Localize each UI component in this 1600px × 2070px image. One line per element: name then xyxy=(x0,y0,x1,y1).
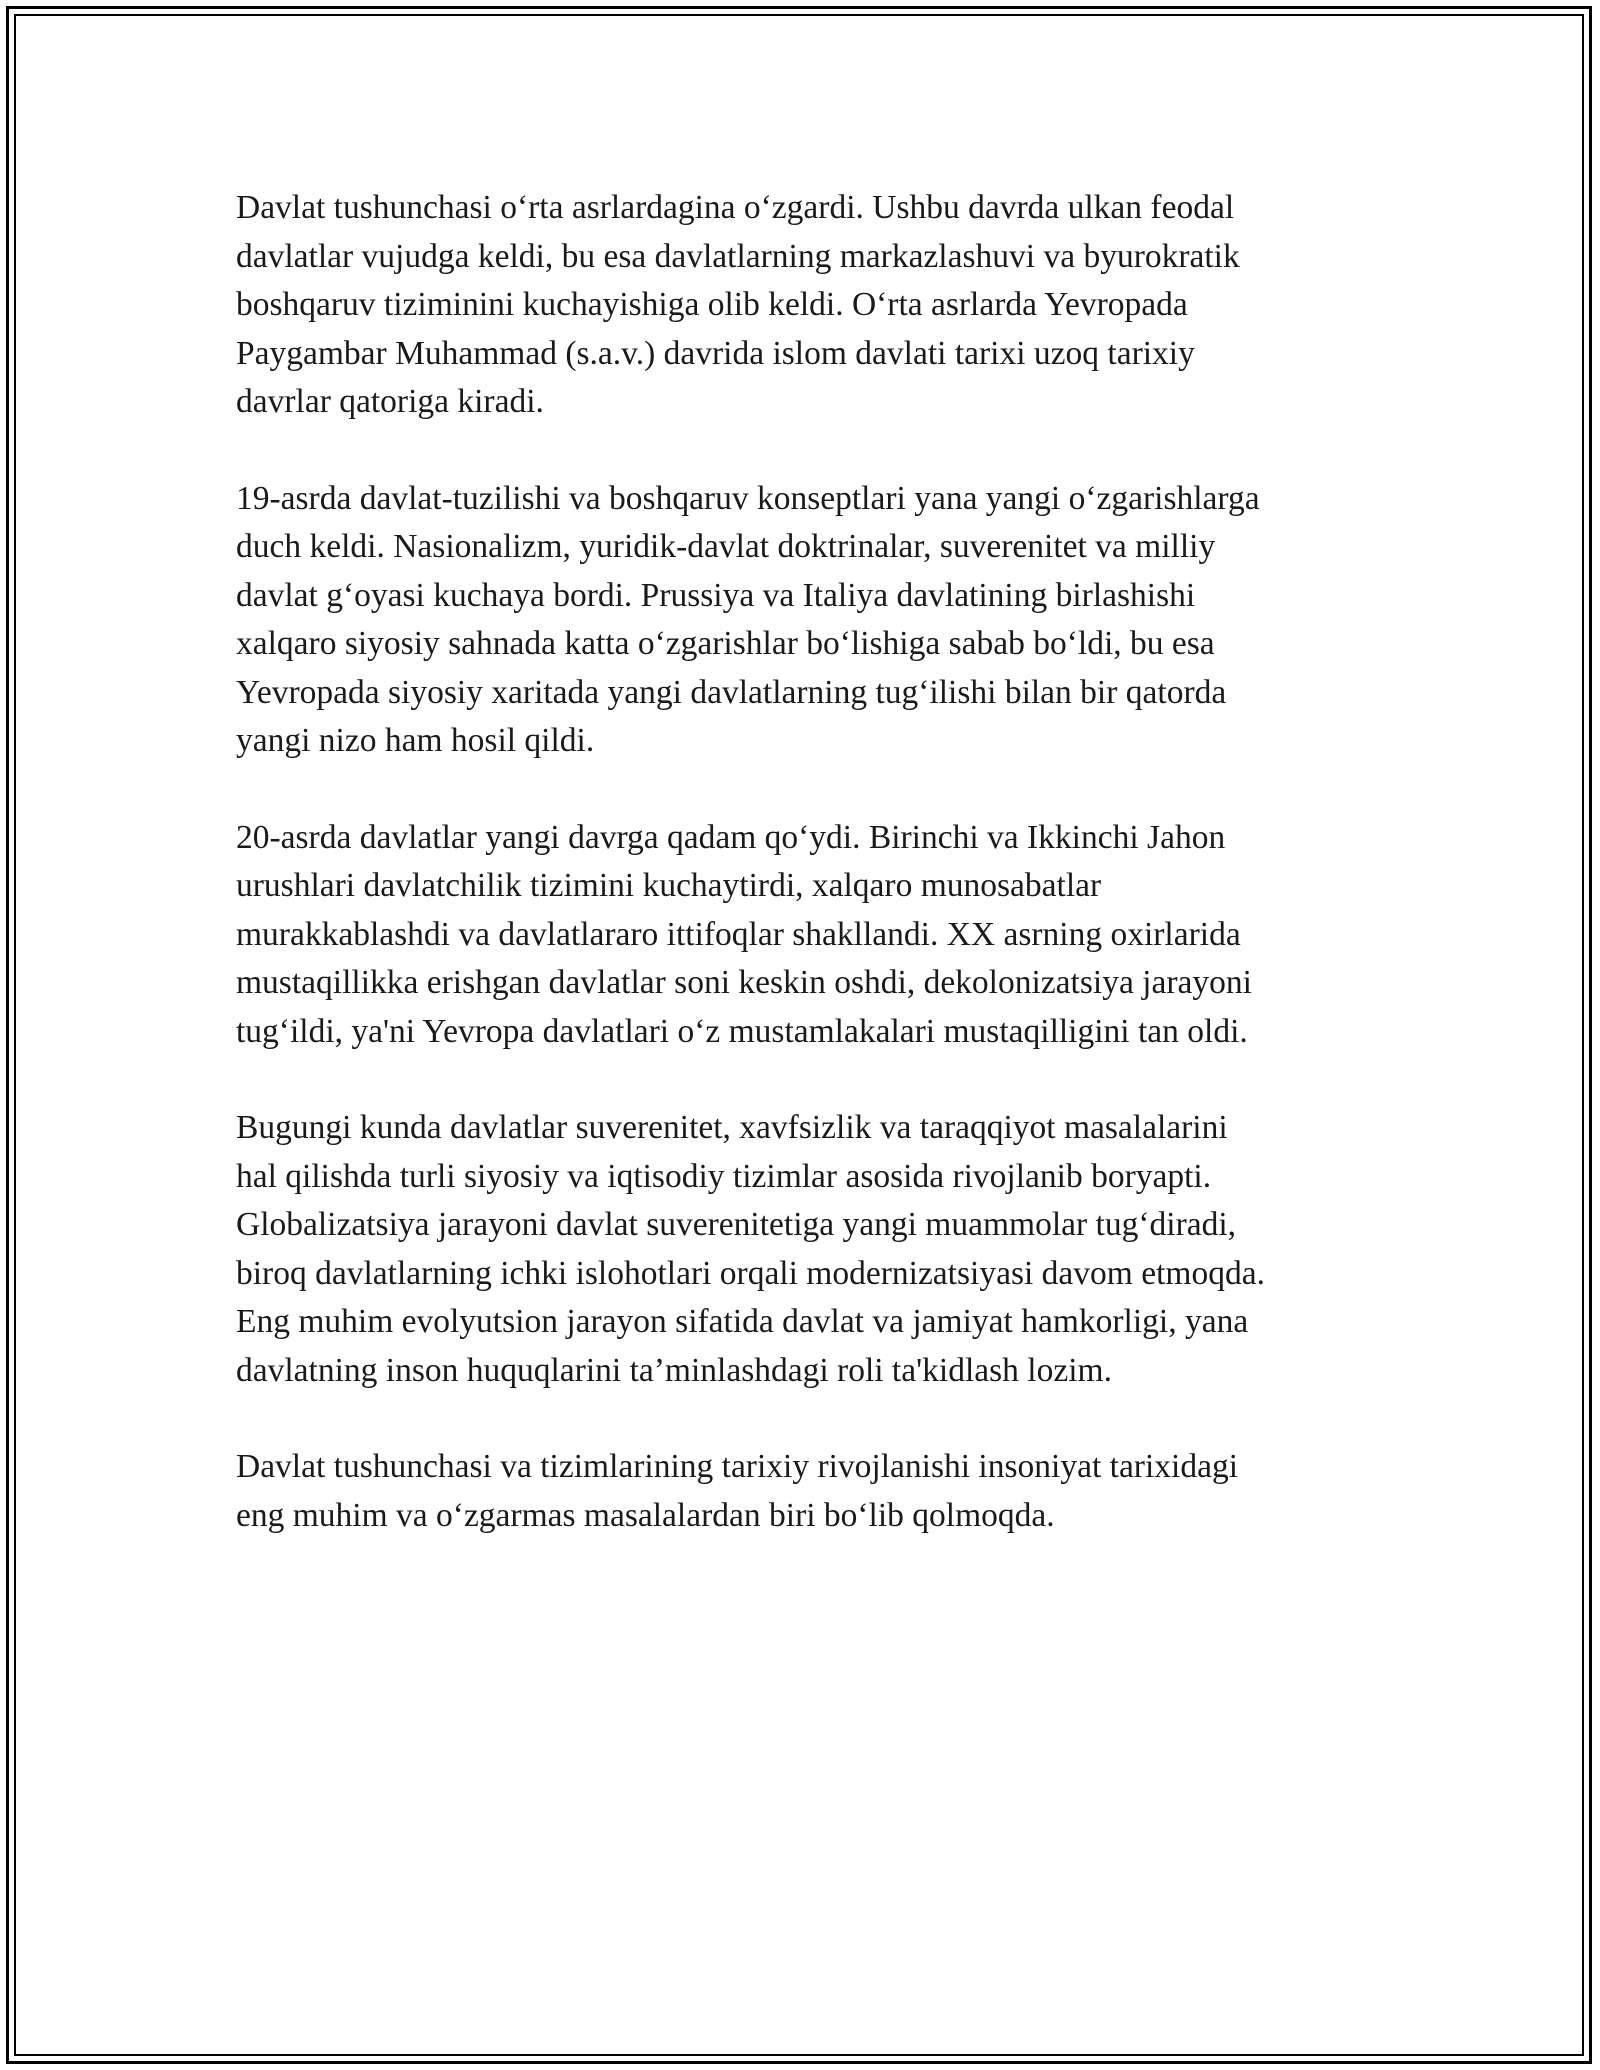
text-line: 19-asrda davlat-tuzilishi va boshqaruv konseptlari yana yangi o‘zgarishlarga xyxy=(236,479,1260,517)
text-line: tug‘ildi, ya'ni Yevropa davlatlari o‘z mustamlakalari mustaqilligini tan oldi. xyxy=(236,1012,1248,1050)
text-line: davlatlar vujudga keldi, bu esa davlatlarning markazlashuvi va byurokratik xyxy=(236,237,1240,275)
paragraph-1 xyxy=(236,184,1416,427)
text-line: biroq davlatlarning ichki islohotlari orqali modernizatsiyasi davom etmoqda. xyxy=(236,1254,1265,1292)
paragraph-4 xyxy=(236,1104,1416,1395)
text-line: duch keldi. Nasionalizm, yuridik-davlat doktrinalar, suverenitet va milliy xyxy=(236,528,1216,565)
text-line: urushlari davlatchilik tizimini kuchaytirdi, xalqaro munosabatlar xyxy=(236,867,1102,904)
document-body xyxy=(236,184,1416,1588)
text-line: mustaqillikka erishgan davlatlar soni keskin oshdi, dekolonizatsiya jarayoni xyxy=(236,964,1252,1001)
text-line: murakkablashdi va davlatlararo ittifoqlar shakllandi. XX asrning oxirlarida xyxy=(236,915,1241,953)
text-line: Bugungi kunda davlatlar suverenitet, xavfsizlik va taraqqiyot masalalarini xyxy=(236,1109,1228,1146)
paragraph-5 xyxy=(236,1443,1416,1540)
text-line: yangi nizo ham hosil qildi. xyxy=(236,722,595,759)
text-line: 20-asrda davlatlar yangi davrga qadam qo‘ydi. Birinchi va Ikkinchi Jahon xyxy=(236,818,1226,856)
text-line: Yevropada siyosiy xaritada yangi davlatlarning tug‘ilishi bilan bir qatorda xyxy=(236,673,1227,711)
text-line: boshqaruv tiziminini kuchayishiga olib keldi. O‘rta asrlarda Yevropada xyxy=(236,286,1188,323)
text-line: hal qilishda turli siyosiy va iqtisodiy tizimlar asosida rivojlanib boryapti. xyxy=(236,1157,1212,1195)
text-line: Eng muhim evolyutsion jarayon sifatida davlat va jamiyat hamkorligi, yana xyxy=(236,1303,1249,1340)
text-line: Davlat tushunchasi va tizimlarining tarixiy rivojlanishi insoniyat tarixidagi xyxy=(236,1448,1239,1485)
text-line: Globalizatsiya jarayoni davlat suverenitetiga yangi muammolar tug‘diradi, xyxy=(236,1206,1237,1243)
text-line: davlatning inson huquqlarini ta’minlashdagi roli ta'kidlash lozim. xyxy=(236,1351,1112,1389)
paragraph-2 xyxy=(236,475,1416,766)
text-line: davrlar qatoriga kiradi. xyxy=(236,383,544,420)
text-line: Davlat tushunchasi o‘rta asrlardagina o‘zgardi. Ushbu davrda ulkan feodal xyxy=(236,189,1235,226)
text-line: davlat g‘oyasi kuchaya bordi. Prussiya va Italiya davlatining birlashishi xyxy=(236,576,1196,614)
text-line: eng muhim va o‘zgarmas masalalardan biri bo‘lib qolmoqda. xyxy=(236,1496,1055,1534)
text-line: xalqaro siyosiy sahnada katta o‘zgarishlar bo‘lishiga sabab bo‘ldi, bu esa xyxy=(236,625,1215,662)
text-line: Paygambar Muhammad (s.a.v.) davrida islom davlati tarixi uzoq tarixiy xyxy=(236,334,1195,372)
paragraph-3 xyxy=(236,814,1416,1057)
